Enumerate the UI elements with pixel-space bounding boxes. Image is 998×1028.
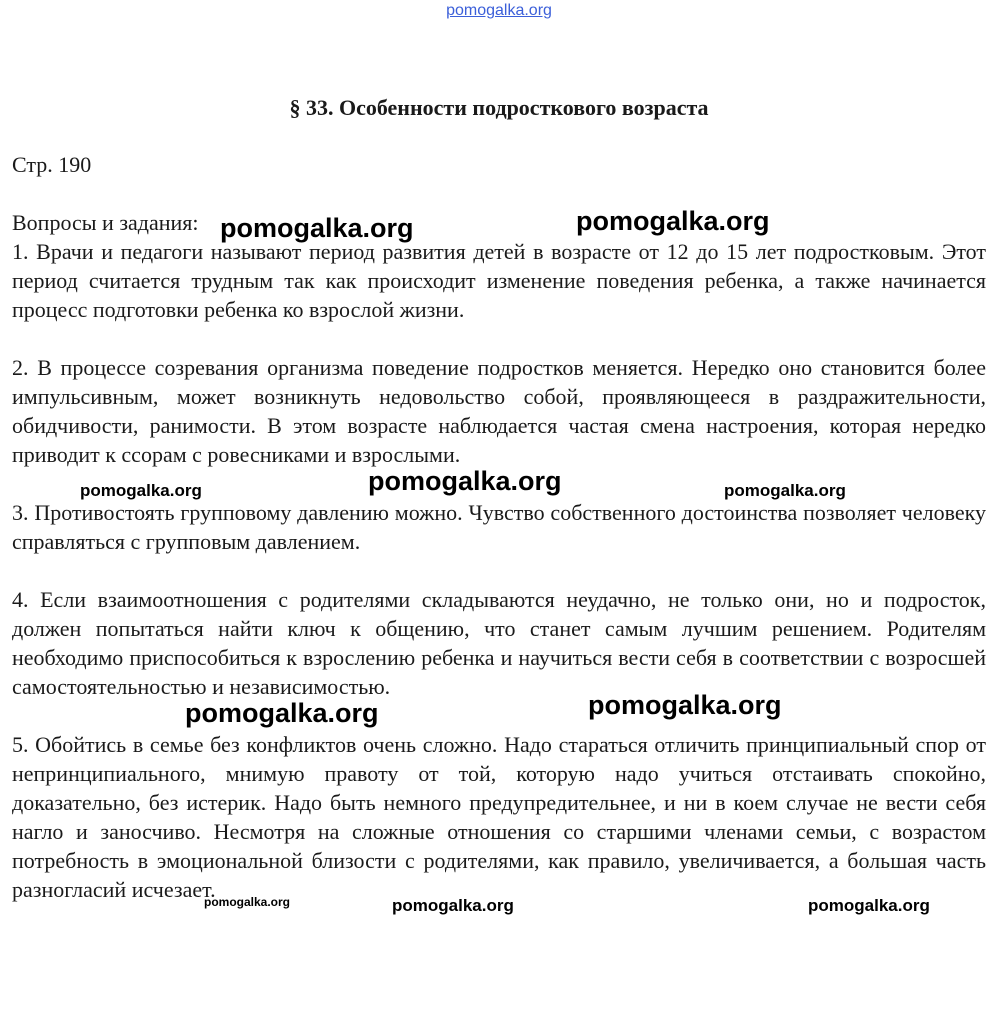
site-link[interactable]: pomogalka.org xyxy=(446,2,552,19)
watermark: pomogalka.org xyxy=(368,466,562,496)
watermark: pomogalka.org xyxy=(185,698,379,728)
answer-1: 1. Врачи и педагоги называют период развития детей в возрасте от 12 до 15 лет подростковым. Этот период считается трудным так как происходит изменение поведения ребенка, а также начинается процесс подготовки ребенка ко взрослой жизни. xyxy=(12,239,986,322)
answer-5: 5. Обойтись в семье без конфликтов очень сложно. Надо стараться отличить принципиальный спор от непринципиального, мнимую правоту от той, которую надо учиться отстаивать спокойно, доказательно, без истерик. Надо быть немного предупредительнее, и ни в коем случае не вести себя нагло и заносчиво. Несмотря на сложные отношения со старшими членами семьи, с возрастом потребность в эмоциональной близости с родителями, как правило, увеличивается, а большая часть разногласий исчезает. xyxy=(12,732,986,902)
page-title: § 33. Особенности подросткового возраста xyxy=(289,95,709,120)
spacer xyxy=(12,701,986,730)
spacer xyxy=(12,324,986,353)
section-label: Вопросы и задания: xyxy=(12,210,199,235)
watermark: pomogalka.org xyxy=(80,481,202,500)
spacer xyxy=(12,556,986,585)
watermark: pomogalka.org xyxy=(392,896,514,915)
page-reference: Стр. 190 xyxy=(12,152,92,177)
answer-4: 4. Если взаимоотношения с родителями складываются неудачно, не только они, но и подросток, должен попытаться найти ключ к общению, что станет самым лучшим решением. Родителям необходимо приспособиться к взрослению ребенка и научиться вести себя в соответствии с возросшей самостоятельностью и независимостью. xyxy=(12,587,986,699)
watermark: pomogalka.org xyxy=(220,213,414,243)
watermark: pomogalka.org xyxy=(576,206,770,236)
watermark: pomogalka.org xyxy=(204,895,291,909)
watermark: pomogalka.org xyxy=(808,896,930,915)
watermark: pomogalka.org xyxy=(724,481,846,500)
answer-3: 3. Противостоять групповому давлению можно. Чувство собственного достоинства позволяет человеку справляться с групповым давлением. xyxy=(12,500,986,554)
answer-2: 2. В процессе созревания организма поведение подростков меняется. Нередко оно становится более импульсивным, может возникнуть недовольство собой, проявляющееся в раздражительности, обидчивости, ранимости. В этом возрасте наблюдается частая смена настроения, которая нередко приводит к ссорам с ровесниками и взрослыми. xyxy=(12,355,986,467)
document-body xyxy=(12,150,986,904)
watermark: pomogalka.org xyxy=(588,690,782,720)
spacer xyxy=(12,179,986,208)
